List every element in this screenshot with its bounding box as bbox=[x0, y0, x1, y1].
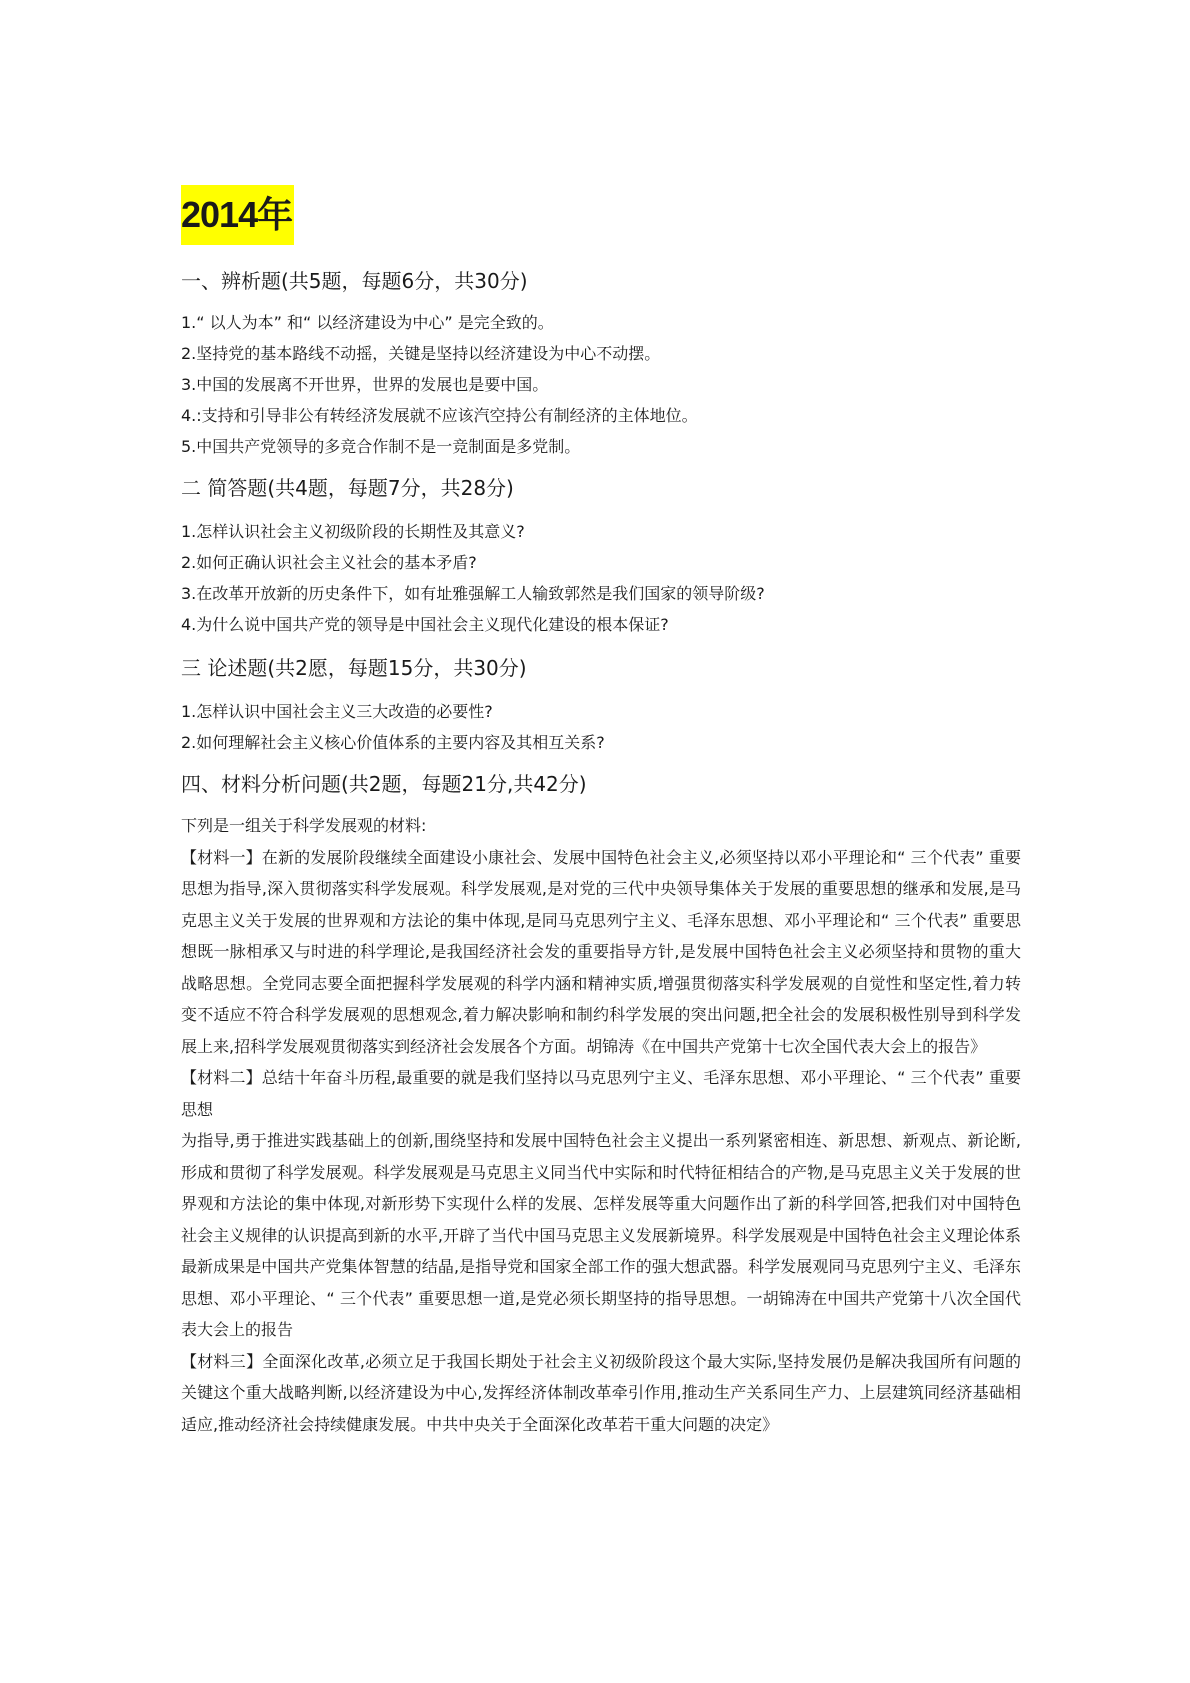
list-item: 4.为什么说中国共产党的领导是中国社会主义现代化建设的根本保证? bbox=[181, 615, 669, 634]
list-item: 1.怎样认识中国社会主义三大改造的必要性? bbox=[181, 702, 493, 721]
section-heading-short-answer: 二 简答题(共4题，每题7分，共28分) bbox=[181, 476, 514, 500]
material-one: 【材料一】在新的发展阶段继续全面建设小康社会、发展中国特色社会主义,必须坚持以邓小平理论和“ 三个代表” 重要思想为指导,深入贯彻落实科学发展观。科学发展观,是对党的三代中央领导集体关于发展的重要思想的继承和发展,是马克思主义关于发展的世界观和方法论的集中体现,是同马克思列宁主义、毛泽东思想、邓小平理论和“ 三个代表” 重要思想既一脉相承又与时进的科学理论,是我国经济社会发的重要指导方针,是发展中国特色社会主义必须坚持和贯物的重大战略思想。全党同志要全面把握科学发展观的科学内涵和精神实质,增强贯彻落实科学发展观的自觉性和坚定性,着力转变不适应不符合科学发展观的思想观念,着力解决影响和制约科学发展的突出问题,把全社会的发展积极性别导到科学发展上来,招科学发展观贯彻落实到经济社会发展各个方面。胡锦涛《在中国共产党第十七次全国代表大会上的报告》 bbox=[181, 847, 1021, 1056]
list-item: 4.:支持和引导非公有转经济发展就不应该汽空持公有制经济的主体地位。 bbox=[181, 406, 698, 425]
list-item: 2.坚持党的基本路线不动摇，关键是坚持以经济建设为中心不动摆。 bbox=[181, 344, 661, 363]
list-item: 1.“ 以人为本” 和“ 以经济建设为中心” 是完全致的。 bbox=[181, 313, 554, 332]
list-item: 2.如何理解社会主义核心价值体系的主要内容及其相互关系? bbox=[181, 733, 605, 752]
list-item: 2.如何正确认识社会主义社会的基本矛盾? bbox=[181, 553, 477, 572]
list-item: 5.中国共产党领导的多竞合作制不是一竞制面是多党制。 bbox=[181, 437, 581, 456]
material-three: 【材料三】全面深化改革,必须立足于我国长期处于社会主义初级阶段这个最大实际,坚持发展仍是解决我国所有问题的关键这个重大战略判断,以经济建设为中心,发挥经济体制改革牵引作用,推动生产关系同生产力、上层建筑同经济基础相适应,推动经济社会持续健康发展。中共中央关于全面深化改革若干重大问题的决定》 bbox=[181, 1351, 1021, 1434]
section-heading-essay: 三 论述题(共2愿，每题15分，共30分) bbox=[181, 656, 527, 680]
list-item: 3.中国的发展离不开世界，世界的发展也是要中国。 bbox=[181, 375, 549, 394]
material-two-first-line: 【材料二】总结十年奋斗历程,最重要的就是我们坚持以马克思列宁主义、毛泽东思想、邓小平理论、“ 三个代表” 重要思想 bbox=[181, 1068, 1021, 1119]
section-heading-material-analysis: 四、材料分析问题(共2题，每题21分,共42分) bbox=[181, 772, 587, 796]
list-item: 1.怎样认识社会主义初级阶段的长期性及其意义? bbox=[181, 522, 525, 541]
year-title: 2014年 bbox=[181, 185, 294, 245]
exam-page bbox=[181, 185, 1021, 1440]
material-two-body: 为指导,勇于推进实践基础上的创新,围绕坚持和发展中国特色社会主义提出一系列紧密相连、新思想、新观点、新论断,形成和贯彻了科学发展观。科学发展观是马克思主义同当代中实际和时代特征相结合的产物,是马克思主义关于发展的世界观和方法论的集中体现,对新形势下实现什么样的发展、怎样发展等重大问题作出了新的科学回答,把我们对中国特色社会主义规律的认识提高到新的水平,开辟了当代中国马克思主义发展新境界。科学发展观是中国特色社会主义理论体系最新成果是中国共产党集体智慧的结晶,是指导党和国家全部工作的强大想武器。科学发展观同马克思列宁主义、毛泽东思想、邓小平理论、“ 三个代表” 重要思想一道,是党必须长期坚持的指导思想。一胡锦涛在中国共产党第十八次全国代表大会上的报告 bbox=[181, 1131, 1021, 1339]
short-answer-question-list bbox=[181, 516, 1021, 640]
essay-question-list bbox=[181, 696, 1021, 758]
material-intro: 下列是一组关于科学发展观的材料: bbox=[181, 816, 427, 835]
discrimination-question-list bbox=[181, 307, 1021, 462]
material-analysis-body bbox=[181, 810, 1021, 1440]
section-heading-discrimination: 一、辨析题(共5题，每题6分，共30分) bbox=[181, 269, 528, 293]
list-item: 3.在改革开放新的历史条件下，如有址雅强解工人输致郭然是我们国家的领导阶级? bbox=[181, 584, 765, 603]
